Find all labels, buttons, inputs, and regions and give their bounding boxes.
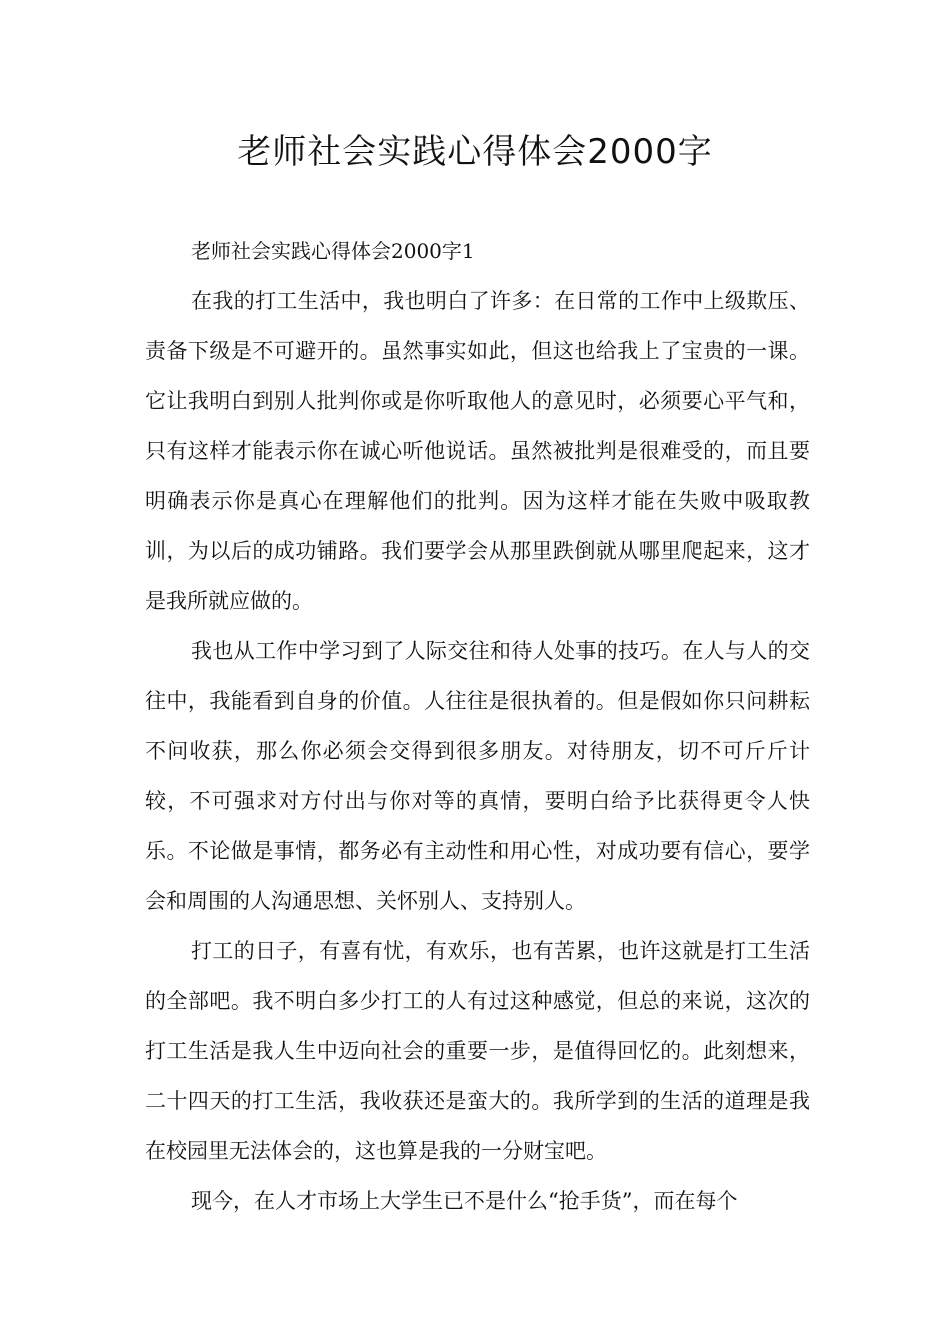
- paragraph: 在我的打工生活中，我也明白了许多：在日常的工作中上级欺压、责备下级是不可避开的。虽然事实如此，但这也给我上了宝贵的一课。它让我明白到别人批判你或是你听取他人的意见时，必须要心平气和，只有这样才能表示你在诚心听他说话。虽然被批判是很难受的，而且要明确表示你是真心在理解他们的批判。因为这样才能在失败中吸取教训，为以后的成功铺路。我们要学会从那里跌倒就从哪里爬起来，这才是我所就应做的。: [145, 289, 810, 613]
- document-body: [145, 226, 810, 1226]
- paragraph: 打工的日子，有喜有忧，有欢乐，也有苦累，也许这就是打工生活的全部吧。我不明白多少打工的人有过这种感觉，但总的来说，这次的打工生活是我人生中迈向社会的重要一步，是值得回忆的。此刻想来，二十四天的打工生活，我收获还是蛮大的。我所学到的生活的道理是我在校园里无法体会的，这也算是我的一分财宝吧。: [145, 939, 810, 1163]
- paragraph: 现今，在人才市场上大学生已不是什么“抢手货”，而在每个: [191, 1189, 738, 1213]
- document-title: 老师社会实践心得体会2000字: [237, 132, 713, 172]
- paragraph: 我也从工作中学习到了人际交往和待人处事的技巧。在人与人的交往中，我能看到自身的价值。人往往是很执着的。但是假如你只问耕耘不问收获，那么你必须会交得到很多朋友。对待朋友，切不可斤斤计较，不可强求对方付出与你对等的真情，要明白给予比获得更令人快乐。不论做是事情，都务必有主动性和用心性，对成功要有信心，要学会和周围的人沟通思想、关怀别人、支持别人。: [145, 639, 810, 913]
- section-subheading: 老师社会实践心得体会2000字1: [191, 239, 475, 263]
